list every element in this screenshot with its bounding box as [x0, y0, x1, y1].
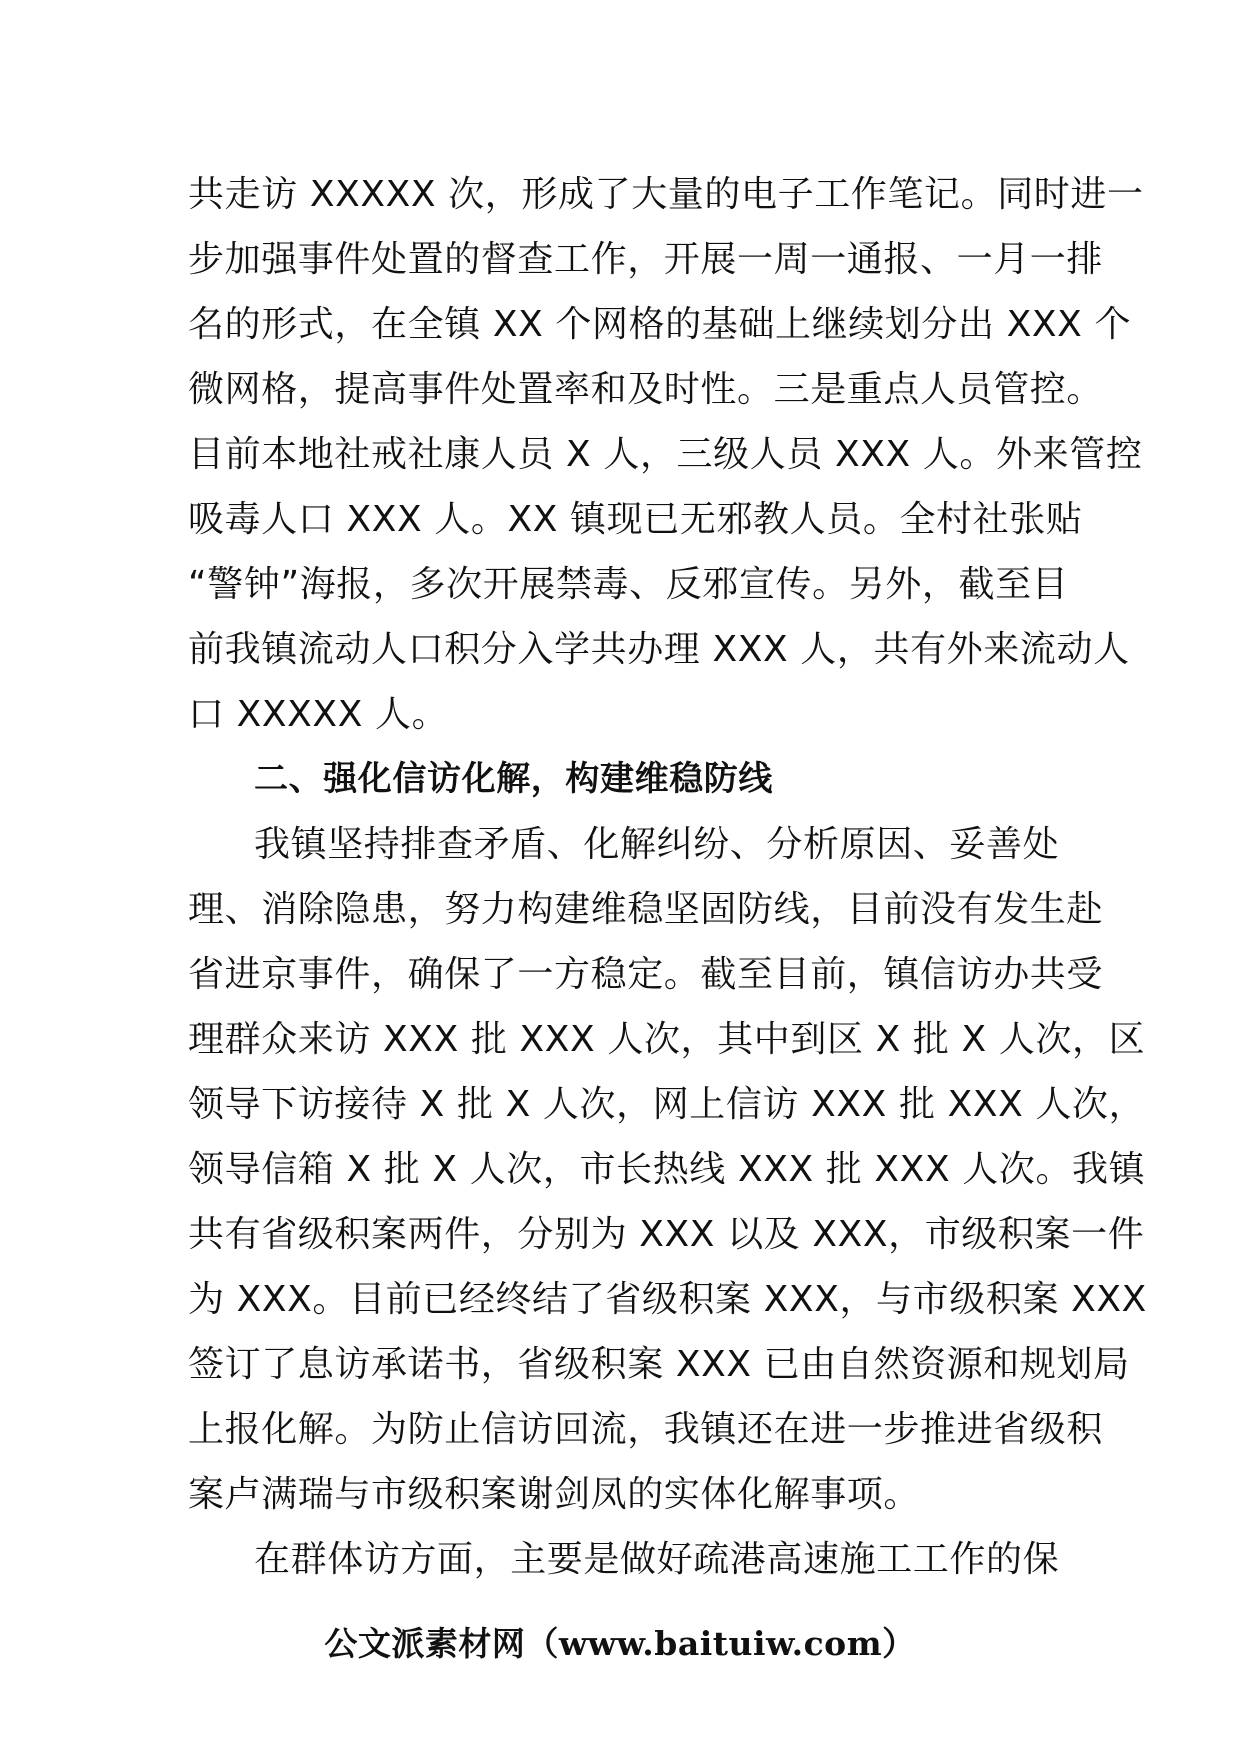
text-line: 前我镇流动人口积分入学共办理 XXX 人，共有外来流动人: [188, 629, 1130, 670]
text-line: 理群众来访 XXX 批 XXX 人次，其中到区 X 批 X 人次，区: [188, 1019, 1146, 1060]
text-line: 省进京事件，确保了一方稳定。截至目前，镇信访办共受: [188, 954, 1104, 995]
text-line: 名的形式，在全镇 XX 个网格的基础上继续划分出 XXX 个: [188, 304, 1132, 345]
document-body: [188, 162, 1147, 1592]
section-heading: 二、强化信访化解，构建维稳防线: [254, 759, 773, 799]
text-line: 案卢满瑞与市级积案谢剑凤的实体化解事项。: [188, 1474, 921, 1515]
text-line: 为 XXX。目前已经终结了省级积案 XXX，与市级积案 XXX: [188, 1279, 1147, 1320]
text-line: 共走访 XXXXX 次，形成了大量的电子工作笔记。同时进一: [188, 174, 1144, 215]
text-line: 口 XXXXX 人。: [188, 694, 449, 735]
footer-watermark: 公文派素材网（www.baituiw.com）: [324, 1624, 916, 1663]
text-line: 吸毒人口 XXX 人。XX 镇现已无邪教人员。全村社张贴: [188, 499, 1083, 540]
text-line: 目前本地社戒社康人员 X 人，三级人员 XXX 人。外来管控: [188, 434, 1143, 475]
text-line: 领导下访接待 X 批 X 人次，网上信访 XXX 批 XXX 人次，: [188, 1084, 1146, 1125]
text-line: 步加强事件处置的督查工作，开展一周一通报、一月一排: [188, 239, 1104, 280]
text-line: 在群体访方面，主要是做好疏港高速施工工作的保: [254, 1539, 1060, 1580]
text-line: 理、消除隐患，努力构建维稳坚固防线，目前没有发生赴: [188, 889, 1104, 930]
text-line: 我镇坚持排查矛盾、化解纠纷、分析原因、妥善处: [254, 824, 1060, 865]
text-line: 领导信箱 X 批 X 人次，市长热线 XXX 批 XXX 人次。我镇: [188, 1149, 1146, 1190]
text-line: 微网格，提高事件处置率和及时性。三是重点人员管控。: [188, 369, 1104, 410]
text-line: 共有省级积案两件，分别为 XXX 以及 XXX，市级积案一件: [188, 1214, 1145, 1255]
text-line: “警钟”海报，多次开展禁毒、反邪宣传。另外，截至目: [188, 564, 1069, 605]
text-line: 签订了息访承诺书，省级积案 XXX 已由自然资源和规划局: [188, 1344, 1130, 1385]
text-line: 上报化解。为防止信访回流，我镇还在进一步推进省级积: [188, 1409, 1104, 1450]
